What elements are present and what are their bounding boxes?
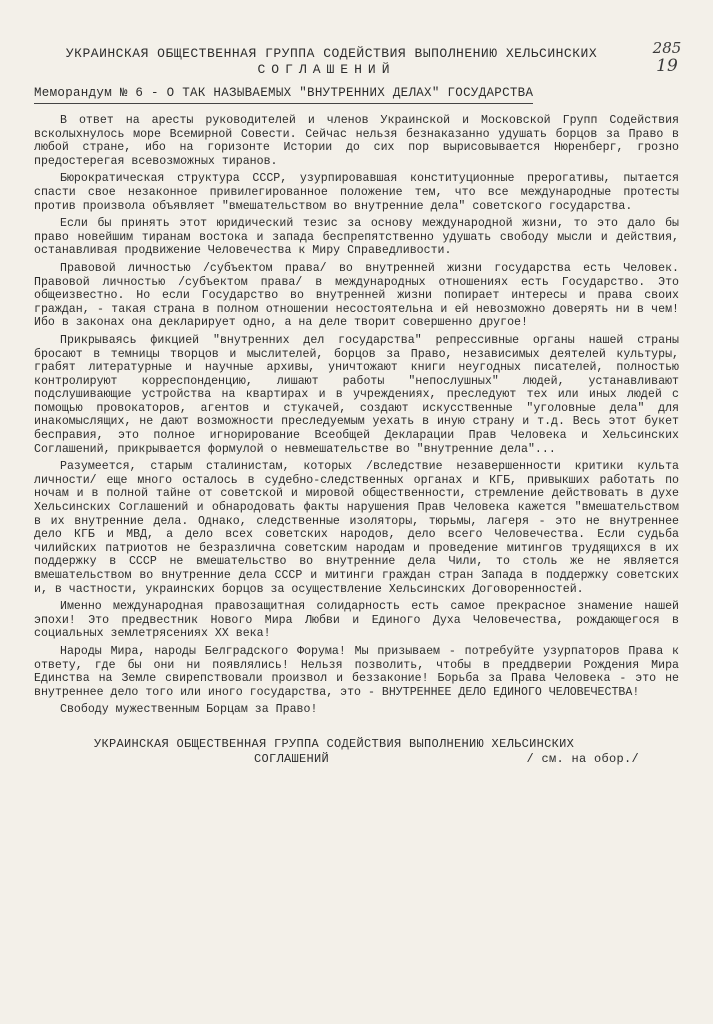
paragraph: Народы Мира, народы Белградского Форума! Мы призываем - потребуйте узурпаторов Права к ответу, где бы они ни появлялись! Нельзя позволить, чтобы в преддверии Рождения Мира Единства на Земле свирепствовали произвол и беззаконие! Борьба за Права Человека - это не внутреннее дело того или иного государства, это - ВНУТРЕННЕЕ ДЕЛО ЕДИНОГО ЧЕЛОВЕЧЕСТВА! — [34, 644, 679, 699]
reverse-side-note: / см. на обор./ — [526, 751, 639, 766]
archive-number-top: 285 — [652, 39, 682, 57]
signature-line-1: УКРАИНСКАЯ ОБЩЕСТВЕННАЯ ГРУППА СОДЕЙСТВИЯ ВЫПОЛНЕНИЮ ХЕЛЬСИНСКИХ — [94, 736, 575, 751]
header-line-1: УКРАИНСКАЯ ОБЩЕСТВЕННАЯ ГРУППА СОДЕЙСТВИЯ ВЫПОЛНЕНИЮ ХЕЛЬСИНСКИХ — [65, 46, 598, 61]
archive-numbers — [641, 40, 693, 77]
closing-slogan: Свободу мужественным Борцам за Право! — [60, 703, 318, 717]
signature-block — [34, 737, 679, 767]
memorandum-body — [34, 114, 679, 717]
memorandum-title: Меморандум № 6 - О ТАК НАЗЫВАЕМЫХ "ВНУТРЕННИХ ДЕЛАХ" ГОСУДАРСТВА — [34, 86, 533, 104]
header-line-2: СОГЛАШЕНИЙ — [257, 62, 396, 77]
paragraph: Прикрываясь фикцией "внутренних дел государства" репрессивные органы нашей страны бросают в темницы творцов и мыслителей, борцов за Право, независимых деятелей культуры, грабят литературные и научные архивы, уничтожают книги неугодных писателей, полностью контролируют корреспонденцию, лишают работы "непослушных" людей, устанавливают подслушивающие устройства на квартирах и в учреждениях, преследуют тех или иных людей с помощью провокаторов, агентов и стукачей, создают искусственные "уголовные дела" для инакомыслящих, не дают возможности преследуемым уехать в иную страну и т.д. Весь этот букет бесправия, это полное игнорирование Всеобщей Декларации Прав Человека и Хельсинских Соглашений, прикрывается формулой о невмешательстве во "внутренние дела"... — [34, 333, 679, 456]
archive-number-page: 19 — [656, 56, 678, 77]
signature-line-2: СОГЛАШЕНИЙ — [254, 751, 330, 766]
paragraph: Бюрократическая структура СССР, узурпировавшая конституционные прерогативы, пытается спасти свое незаконное привилегированное положение тем, что все международные протесты против произвола объявляет "вмешательством во внутренние дела" советского государства. — [34, 172, 679, 213]
paragraph: Именно международная правозащитная солидарность есть самое прекрасное знамение нашей эпохи! Это предвестник Нового Мира Любви и Единого Духа Человечества, рождающегося в социальных землетрясениях XX века! — [34, 600, 679, 641]
paragraph: В ответ на аресты руководителей и членов Украинской и Московской Групп Содействия всколыхнулось море Всемирной Совести. Сейчас нельзя безнаказанно удушать борцов за Право в любой стране, ибо на горизонте Истории до сих пор вырисовывается Нюренберг, грозно предостерегая всевозможных тиранов. — [34, 114, 679, 168]
paragraph: Разумеется, старым сталинистам, которых /вследствие незавершенности критики культа личности/ еще много осталось в судебно-следственных органах и КГБ, привыкших работать по ночам и в полной тайне от советской и мировой общественности, стремление действовать в духе Хельсинских Соглашений и обнародовать факты нарушения Прав Человека кажется "вмешательством в их внутренние дела. Однако, следственные изоляторы, тюрьмы, лагеря - это не внутреннее дело КГБ и МВД, а дело всех советских народов, дело всего Человечества. Если судьба чилийских патриотов не безразлична советским народам и проведение митингов трудящихся в их поддержку в СССР не вмешательство во внутренние дела Чили, то столь же не является вмешательством во внутренние дела СССР и митинги граждан стран Запада в поддержку советских и, в частности, украинских борцов за осуществление Хельсинских Договоренностей. — [34, 460, 679, 596]
paragraph: Правовой личностью /субъектом права/ во внутренней жизни государства есть Человек. Правовой личностью /субъектом права/ в международных отношениях есть Государство. Это общеизвестно. Но если Государство во внутренней жизни попирает интересы и права своих граждан, - такая страна в полном отношении несостоятельна и ей невозможно доверять ни в чем! Ибо в законах она декларирует одно, а на деле творит совершенно другое! — [34, 261, 679, 330]
paragraph: Если бы принять этот юридический тезис за основу международной жизни, то это дало бы право новейшим тиранам востока и запада беспрепятственно удушать свободу мысли и действия, останавливая продвижение Человечества к Миру Справедливости. — [34, 217, 679, 258]
